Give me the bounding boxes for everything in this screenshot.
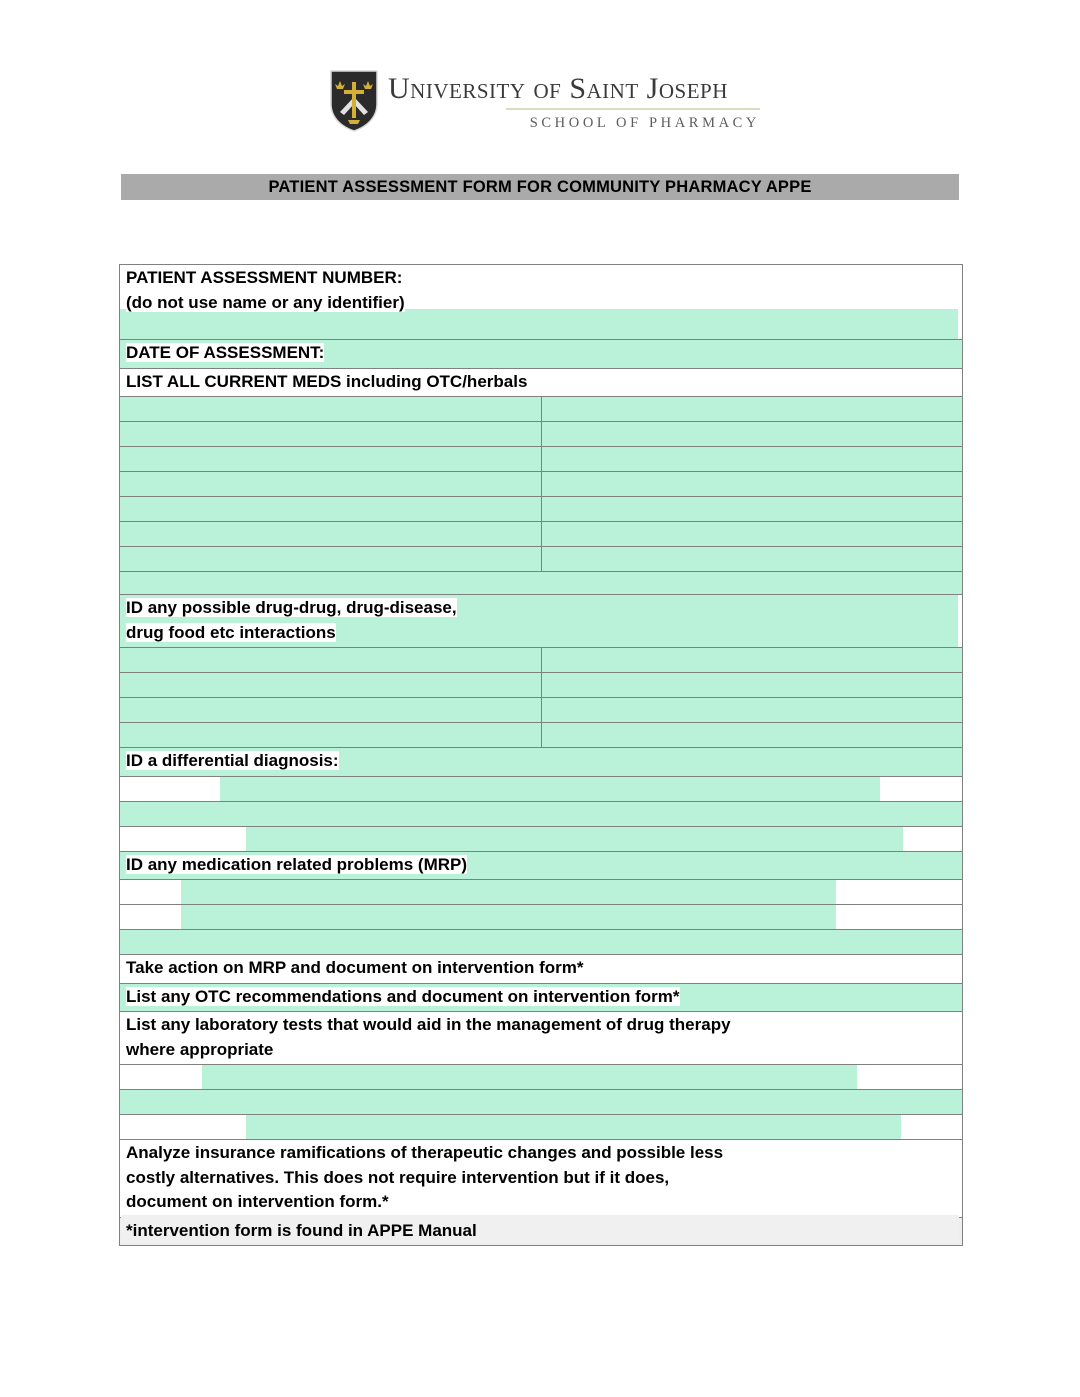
table-row: [120, 1065, 963, 1090]
differential-label: ID a differential diagnosis:: [126, 751, 339, 770]
meds-header-label: LIST ALL CURRENT MEDS including OTC/herbals: [126, 371, 528, 391]
labs-label-line2: where appropriate: [126, 1039, 274, 1059]
interaction-right-cell[interactable]: [541, 698, 963, 723]
page-title: PATIENT ASSESSMENT FORM FOR COMMUNITY PHARMACY APPE: [268, 177, 812, 196]
medication-name-cell[interactable]: [120, 522, 542, 547]
table-row: [120, 1090, 963, 1115]
labs-entry-cell[interactable]: [120, 1090, 963, 1115]
medication-name-cell[interactable]: [120, 547, 542, 572]
highlight-bar: [181, 880, 836, 904]
table-row: [120, 397, 963, 422]
table-row: [120, 422, 963, 447]
highlight-bar: [246, 827, 903, 851]
medication-detail-cell[interactable]: [541, 522, 963, 547]
table-row: [120, 698, 963, 723]
medication-detail-cell[interactable]: [541, 422, 963, 447]
interaction-left-cell[interactable]: [120, 723, 542, 748]
table-row: [120, 340, 963, 369]
medication-name-cell[interactable]: [120, 447, 542, 472]
school-name: SCHOOL OF PHARMACY: [529, 115, 760, 131]
interaction-left-cell[interactable]: [120, 673, 542, 698]
mrp-entry-cell[interactable]: [120, 880, 963, 905]
table-row: [120, 776, 963, 801]
wordmark: [388, 72, 760, 132]
mrp-header-cell: [120, 851, 963, 880]
table-row: [120, 522, 963, 547]
insurance-analysis-cell: [120, 1140, 963, 1218]
insurance-label-line3: document on intervention form.*: [126, 1192, 389, 1211]
meds-header-cell: [120, 368, 963, 397]
patient-number-cell[interactable]: [120, 265, 963, 340]
table-row: [120, 955, 963, 984]
table-row: [120, 472, 963, 497]
differential-entry-cell[interactable]: [120, 801, 963, 826]
table-row: [120, 983, 963, 1012]
differential-entry-cell[interactable]: [120, 776, 963, 801]
table-row: [120, 265, 963, 340]
medication-name-cell[interactable]: [120, 472, 542, 497]
labs-entry-cell[interactable]: [120, 1115, 963, 1140]
differential-entry-cell[interactable]: [120, 826, 963, 851]
interactions-label-line2: drug food etc interactions: [126, 622, 336, 642]
table-row: [120, 648, 963, 673]
table-row: [120, 826, 963, 851]
table-row: [120, 497, 963, 522]
take-action-label: Take action on MRP and document on intervention form*: [126, 958, 584, 977]
meds-spacer-cell[interactable]: [120, 572, 963, 595]
highlight-bar: [181, 905, 836, 929]
wordmark-divider: [506, 108, 760, 110]
interactions-header-cell: [120, 595, 963, 648]
shield-crest-icon: [330, 70, 378, 132]
medication-detail-cell[interactable]: [541, 447, 963, 472]
patient-number-label-line2: (do not use name or any identifier): [126, 292, 405, 312]
differential-header-cell: [120, 748, 963, 777]
table-row: [120, 905, 963, 930]
date-of-assessment-cell[interactable]: [120, 340, 963, 369]
interaction-left-cell[interactable]: [120, 648, 542, 673]
patient-number-label-line1: PATIENT ASSESSMENT NUMBER:: [126, 268, 403, 287]
table-row: [120, 1140, 963, 1218]
highlight-bar: [220, 777, 880, 801]
mrp-entry-cell[interactable]: [120, 930, 963, 955]
table-row: [120, 547, 963, 572]
table-row: [120, 447, 963, 472]
interaction-right-cell[interactable]: [541, 723, 963, 748]
highlight-bar: [202, 1065, 857, 1089]
labs-label-line1: List any laboratory tests that would aid in the management of drug therapy: [126, 1015, 731, 1034]
table-row: [120, 368, 963, 397]
date-of-assessment-label: DATE OF ASSESSMENT:: [126, 343, 325, 362]
footnote-label: *intervention form is found in APPE Manual: [126, 1220, 477, 1240]
mrp-label: ID any medication related problems (MRP): [126, 854, 468, 874]
medication-detail-cell[interactable]: [541, 397, 963, 422]
table-row: [120, 723, 963, 748]
highlight-bar: [246, 1115, 901, 1139]
medication-detail-cell[interactable]: [541, 472, 963, 497]
insurance-label-line2: costly alternatives. This does not require intervention but if it does,: [126, 1167, 670, 1187]
mrp-entry-cell[interactable]: [120, 905, 963, 930]
table-row: [120, 851, 963, 880]
table-row: [120, 801, 963, 826]
medication-detail-cell[interactable]: [541, 497, 963, 522]
take-action-cell: [120, 955, 963, 984]
otc-recommendations-cell: [120, 983, 963, 1012]
medication-name-cell[interactable]: [120, 422, 542, 447]
table-row: [120, 930, 963, 955]
table-row: [120, 1012, 963, 1065]
university-logo: [330, 70, 760, 142]
interactions-label-line1: ID any possible drug-drug, drug-disease,: [126, 598, 457, 617]
interaction-right-cell[interactable]: [541, 673, 963, 698]
table-row: [120, 595, 963, 648]
medication-name-cell[interactable]: [120, 497, 542, 522]
medication-detail-cell[interactable]: [541, 547, 963, 572]
university-name: University of Saint Joseph: [388, 72, 728, 105]
table-row: [120, 880, 963, 905]
document-title-banner: [121, 174, 959, 200]
table-row: [120, 673, 963, 698]
table-row: [120, 748, 963, 777]
labs-entry-cell[interactable]: [120, 1065, 963, 1090]
patient-assessment-table: [119, 264, 963, 1246]
medication-name-cell[interactable]: [120, 397, 542, 422]
labs-header-cell: [120, 1012, 963, 1065]
table-row: [120, 572, 963, 595]
interaction-left-cell[interactable]: [120, 698, 542, 723]
table-row: [120, 1115, 963, 1140]
interaction-right-cell[interactable]: [541, 648, 963, 673]
otc-label: List any OTC recommendations and document on intervention form*: [126, 986, 680, 1006]
insurance-label-line1: Analyze insurance ramifications of therapeutic changes and possible less: [126, 1143, 724, 1162]
